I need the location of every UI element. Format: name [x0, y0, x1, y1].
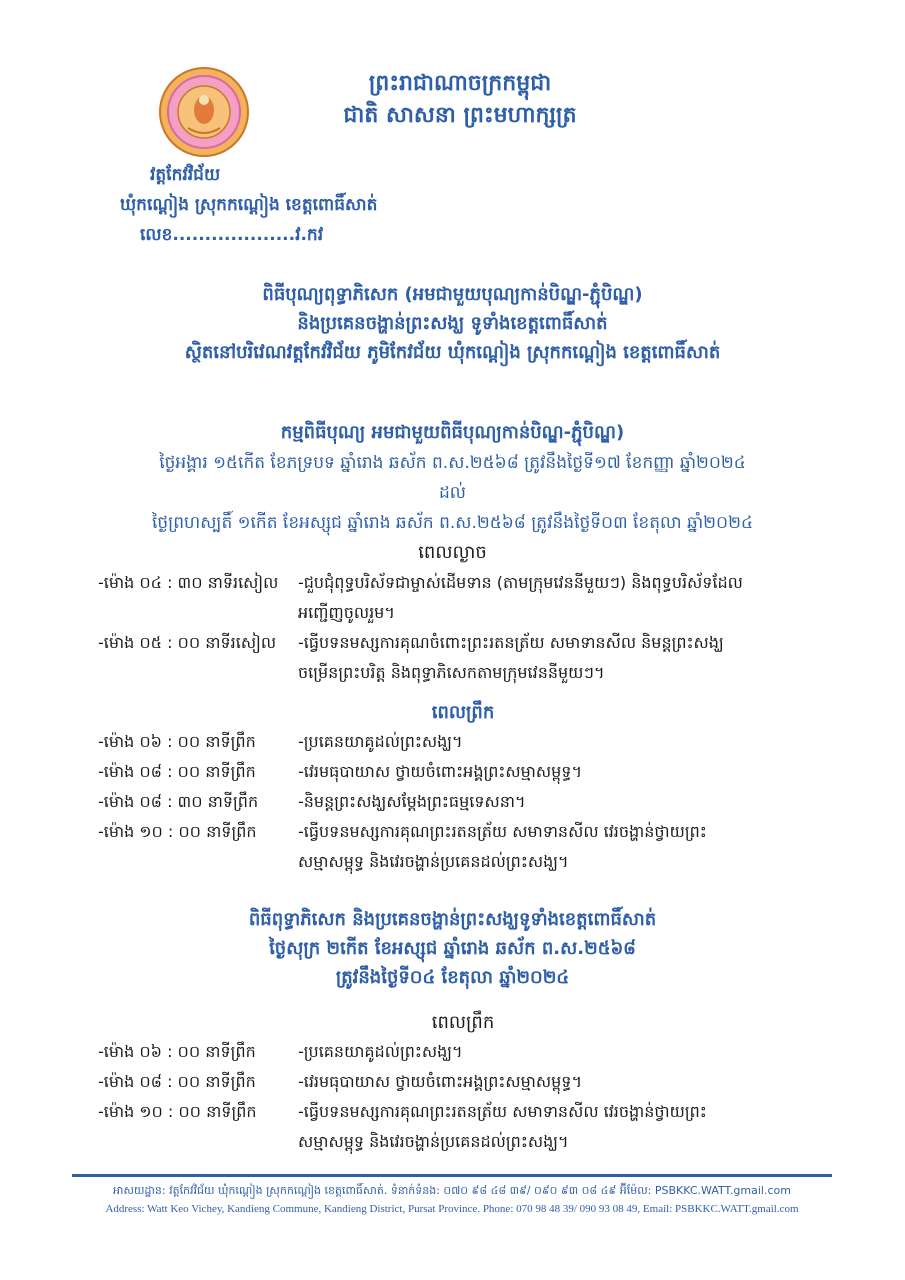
- schedule-activity-cont: អញ្ជើញចូលរួម។: [298, 603, 395, 622]
- footer: [72, 1182, 832, 1218]
- section1-date-to: ដល់: [439, 483, 466, 503]
- schedule-activity-cont: ចម្រើនព្រះបរិត្ត និងពុទ្ធាភិសេកតាមក្រុមវេននីមួយៗ។: [298, 663, 605, 682]
- schedule-activity: -ធ្វើបទនមស្សការគុណព្រះរតនត្រ័យ សមាទានសីល វេរចង្ហាន់ថ្វាយព្រះ: [298, 1102, 707, 1121]
- schedule-time: -ម៉ោង ០៤ : ៣០ នាទីរសៀល: [98, 573, 279, 592]
- schedule-row: [98, 628, 828, 688]
- schedule-activity: -ធ្វើបទនមស្សការគុណចំពោះព្រះរតនត្រ័យ សមាទានសីល និមន្តព្រះសង្ឃ: [298, 633, 724, 652]
- morning-schedule-2: [98, 1010, 828, 1157]
- schedule-activity: -ប្រគេនយាគូដល់ព្រះសង្ឃ។: [298, 1042, 463, 1061]
- evening-label: ពេលល្ងាច: [418, 542, 487, 563]
- schedule-activity: -ធ្វើបទនមស្សការគុណព្រះរតនត្រ័យ សមាទានសីល វេរចង្ហាន់ថ្វាយព្រះ: [298, 822, 707, 841]
- kingdom-title: ព្រះរាជាណាចក្រកម្ពុជា: [368, 71, 552, 96]
- morning-schedule: [98, 700, 828, 877]
- national-motto: ជាតិ សាសនា ព្រះមហាក្សត្រ: [343, 103, 577, 128]
- schedule-time: -ម៉ោង ០៦ : ០០ នាទីព្រឹក: [98, 732, 256, 751]
- organization-block: [120, 160, 390, 250]
- footer-divider: [72, 1174, 832, 1177]
- section1-header: [0, 418, 905, 568]
- schedule-row: [98, 1037, 828, 1067]
- schedule-row: [98, 727, 828, 757]
- section1-heading: កម្មពិធីបុណ្យ អមជាមួយពិធីបុណ្យកាន់បិណ្ឌ-ភ្ជុំបិណ្ឌ): [280, 422, 625, 443]
- schedule-row: [98, 757, 828, 787]
- title-line-3: ស្ថិតនៅបរិវេណវត្តកែវវិជ័យ ភូមិកែវជ័យ ឃុំកណ្ដៀង ស្រុកកណ្ដៀង ខេត្តពោធិ៍សាត់: [184, 342, 721, 363]
- footer-english-address: Address: Watt Keo Vichey, Kandieng Commune, Kandieng District, Pursat Province. Phone: 070 98 48 39/ 090 93 08 49, Email: PSBKKC.WATT.gmail.com: [105, 1203, 799, 1215]
- morning-label-2: ពេលព្រឹក: [431, 1012, 495, 1033]
- evening-schedule: [98, 568, 828, 688]
- schedule-activity: -វេរមធុបាយាស ថ្វាយចំពោះអង្គព្រះសម្មាសម្ពុទ្ធ។: [298, 1072, 582, 1091]
- section1-date-end: ថ្ងៃព្រហស្បតិ៍ ១កើត ខែអស្សុជ ឆ្នាំរោង ឆស័ក ព.ស.២៥៦៨ ត្រូវនឹងថ្ងៃទី០៣ ខែតុលា ឆ្នាំ២០២៤: [152, 513, 753, 533]
- schedule-time: -ម៉ោង ០៦ : ០០ នាទីព្រឹក: [98, 1042, 256, 1061]
- schedule-row: [98, 568, 828, 628]
- org-location: ឃុំកណ្ដៀង ស្រុកកណ្ដៀង ខេត្តពោធិ៍សាត់: [120, 195, 378, 215]
- seal-emblem: [158, 66, 250, 158]
- schedule-row: [98, 1067, 828, 1097]
- document-title: [0, 280, 905, 367]
- title-line-2: និងប្រគេនចង្ហាន់ព្រះសង្ឃ ទូទាំងខេត្តពោធិ៍សាត់: [297, 313, 608, 334]
- schedule-row: [98, 787, 828, 817]
- schedule-row: [98, 1097, 828, 1157]
- section2-header: [0, 905, 905, 992]
- section2-heading: ពិធីពុទ្ធាភិសេក និងប្រគេនចង្ហាន់ព្រះសង្ឃទូទាំងខេត្តពោធិ៍សាត់: [248, 909, 657, 930]
- section2-date: ថ្ងៃសុក្រ ២កើត ខែអស្សុជ ឆ្នាំរោង ឆស័ក ព.ស.២៥៦៨: [269, 938, 636, 959]
- schedule-time: -ម៉ោង ០៨ : ០០ នាទីព្រឹក: [98, 1072, 256, 1091]
- org-name: វត្តកែវវិជ័យ: [150, 165, 221, 185]
- schedule-activity: -ជួបជុំពុទ្ធបរិស័ទជាម្ចាស់ដើមទាន (តាមក្រុមវេននីមួយៗ) និងពុទ្ធបរិស័ទដែល: [298, 573, 743, 592]
- title-line-1: ពិធីបុណ្យពុទ្ធាភិសេក (អមជាមួយបុណ្យកាន់បិណ្ឌ-ភ្ជុំបិណ្ឌ): [262, 284, 643, 305]
- schedule-time: -ម៉ោង ០៨ : ៣០ នាទីព្រឹក: [98, 792, 259, 811]
- schedule-activity: -និមន្តព្រះសង្ឃសម្ដែងព្រះធម្មទេសនា។: [298, 792, 526, 811]
- section1-date-start: ថ្ងៃអង្គារ ១៥កើត ខែភទ្របទ ឆ្នាំរោង ឆស័ក ព.ស.២៥៦៨ ត្រូវនឹងថ្ងៃទី១៧ ខែកញ្ញា ឆ្នាំ២០២៤: [159, 453, 746, 473]
- kingdom-header: [330, 68, 590, 132]
- section2-date-gregorian: ត្រូវនឹងថ្ងៃទី០៤ ខែតុលា ឆ្នាំ២០២៤: [335, 967, 570, 988]
- schedule-activity-cont: សម្មាសម្ពុទ្ធ និងវេរចង្ហាន់ប្រគេនដល់ព្រះសង្ឃ។: [298, 1132, 569, 1151]
- schedule-activity: -វេរមធុបាយាស ថ្វាយចំពោះអង្គព្រះសម្មាសម្ពុទ្ធ។: [298, 762, 582, 781]
- schedule-time: -ម៉ោង ១០ : ០០ នាទីព្រឹក: [98, 822, 257, 841]
- schedule-row: [98, 817, 828, 877]
- schedule-time: -ម៉ោង ០៨ : ០០ នាទីព្រឹក: [98, 762, 256, 781]
- morning-label: ពេលព្រឹក: [431, 702, 495, 723]
- schedule-activity-cont: សម្មាសម្ពុទ្ធ និងវេរចង្ហាន់ប្រគេនដល់ព្រះសង្ឃ។: [298, 852, 569, 871]
- footer-khmer-address: អាសយដ្ឋាន: វត្តកែវវិជ័យ ឃុំកណ្ដៀង ស្រុកកណ្ដៀង ខេត្តពោធិ៍សាត់. ទំនាក់ទំនង: ០៧០ ៩៨ ៤៨ ៣៩/ ០៩០ ៩៣ ០៨ ៤៩ អ៊ីម៉ែល: PSBKKC.WATT.gmail.com: [113, 1184, 791, 1197]
- schedule-time: -ម៉ោង ១០ : ០០ នាទីព្រឹក: [98, 1102, 257, 1121]
- schedule-time: -ម៉ោង ០៥ : ០០ នាទីរសៀល: [98, 633, 277, 652]
- schedule-activity: -ប្រគេនយាគូដល់ព្រះសង្ឃ។: [298, 732, 463, 751]
- doc-number: លេខ...................វ.កវ: [140, 225, 324, 245]
